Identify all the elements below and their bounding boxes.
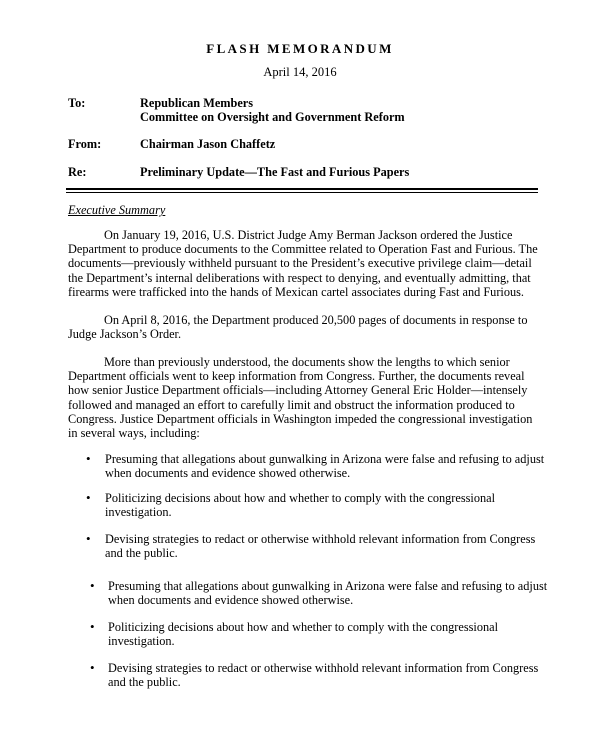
paragraph-3-line: in several ways, including:	[68, 426, 200, 441]
to-committee: Committee on Oversight and Government Reform	[140, 110, 405, 124]
paragraph-3-line: Department officials went to keep information from Congress. Further, the documents reveal	[68, 369, 525, 384]
bullet-icon: •	[86, 451, 91, 466]
from-label: From:	[68, 137, 102, 151]
from-value: Chairman Jason Chaffetz	[140, 137, 276, 151]
paragraph-3-line: followed and managed an effort to carefully limit and obstruct the information produced to	[68, 397, 515, 412]
paragraph-3-line: More than previously understood, the documents show the lengths to which senior	[104, 355, 510, 369]
header-divider-thick	[66, 188, 538, 190]
paragraph-1-line: the Department’s internal deliberations with respect to denying, and eventually admitting, that	[68, 270, 531, 285]
bullet-item: Devising strategies to redact or otherwise withhold relevant information from Congress and the public.	[105, 532, 536, 561]
memo-date: April 14, 2016	[263, 65, 337, 79]
bullet-icon: •	[90, 578, 95, 593]
bullet-icon: •	[86, 490, 91, 505]
header-divider-thin	[66, 192, 538, 193]
paragraph-2-line: On April 8, 2016, the Department produced 20,500 pages of documents in response to	[104, 313, 528, 327]
paragraph-1-line: On January 19, 2016, U.S. District Judge Amy Berman Jackson ordered the Justice	[104, 228, 513, 242]
paragraph-1	[68, 228, 538, 299]
memo-title: FLASH MEMORANDUM	[206, 41, 394, 56]
paragraph-3-line: Congress. Justice Department officials in Washington impeded the congressional investigation	[68, 411, 533, 426]
bullet-item: Politicizing decisions about how and whether to comply with the congressional investigation.	[105, 491, 496, 520]
bullet-icon: •	[86, 531, 91, 546]
bullet-item: Presuming that allegations about gunwalking in Arizona were false and refusing to adjust when documents and evidence showed otherwise.	[105, 452, 545, 481]
paragraph-3-line: how senior Justice Department officials—including Attorney General Eric Holder—intensely	[68, 383, 528, 398]
paragraph-2-line: Judge Jackson’s Order.	[68, 327, 182, 342]
re-label: Re:	[68, 165, 87, 179]
paragraph-1-line: documents—previously withheld pursuant to the President’s executive privilege claim—detail	[68, 256, 532, 271]
paragraph-1-line: firearms were trafficked into the hands of Mexican cartel associates during Fast and Furious.	[68, 284, 524, 299]
paragraph-3	[68, 355, 533, 441]
bullet-item: Politicizing decisions about how and whether to comply with the congressional investigation.	[108, 620, 499, 649]
paragraph-1-line: Department to produce documents to the Committee related to Operation Fast and Furious. The	[68, 242, 538, 257]
bullet-item: Presuming that allegations about gunwalking in Arizona were false and refusing to adjust when documents and evidence showed otherwise.	[108, 579, 548, 608]
bullet-item: Devising strategies to redact or otherwise withhold relevant information from Congress and the public.	[108, 661, 539, 690]
executive-summary-heading: Executive Summary	[68, 203, 166, 217]
bullet-icon: •	[90, 660, 95, 675]
paragraph-2	[68, 313, 530, 341]
bullet-icon: •	[90, 619, 95, 634]
to-recipients: Republican Members	[140, 96, 254, 110]
re-subject: Preliminary Update—The Fast and Furious Papers	[140, 165, 410, 179]
to-label: To:	[68, 96, 86, 110]
